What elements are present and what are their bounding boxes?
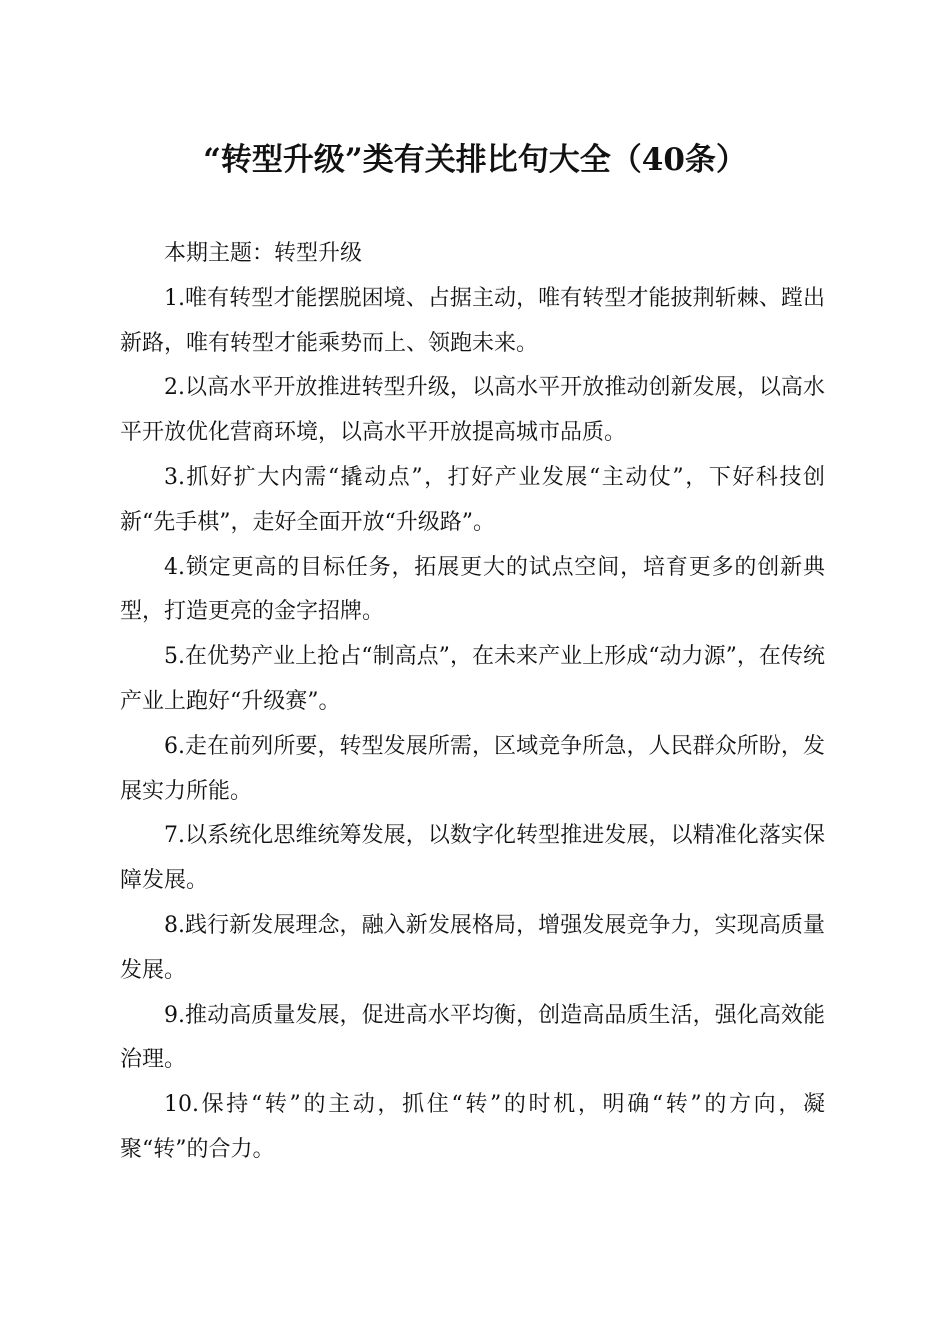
list-item: 9.推动高质量发展，促进高水平均衡，创造高品质生活，强化高效能治理。	[120, 1002, 825, 1073]
theme-line: 本期主题：转型升级	[164, 241, 363, 266]
list-item: 2.以高水平开放推进转型升级，以高水平开放推动创新发展，以高水平开放优化营商环境，以高水平开放提高城市品质。	[120, 375, 825, 446]
list-item: 10.保持“转”的主动，抓住“转”的时机，明确“转”的方向，凝聚“转”的合力。	[120, 1092, 825, 1162]
list-item: 7.以系统化思维统筹发展，以数字化转型推进发展，以精准化落实保障发展。	[120, 823, 825, 894]
document-title: “转型升级”类有关排比句大全（40条）	[203, 142, 747, 178]
list-item: 5.在优势产业上抢占“制高点”，在未来产业上形成“动力源”，在传统产业上跑好“升级赛”。	[120, 644, 825, 714]
list-item: 1.唯有转型才能摆脱困境、占据主动，唯有转型才能披荆斩棘、蹚出新路，唯有转型才能乘势而上、领跑未来。	[120, 285, 825, 356]
list-item: 3.抓好扩大内需“撬动点”，打好产业发展“主动仗”，下好科技创新“先手棋”，走好全面开放“升级路”。	[120, 464, 825, 535]
list-item: 4.锁定更高的目标任务，拓展更大的试点空间，培育更多的创新典型，打造更亮的金字招牌。	[120, 554, 825, 625]
document-body	[120, 232, 825, 1173]
list-item: 6.走在前列所要，转型发展所需，区域竞争所急，人民群众所盼，发展实力所能。	[120, 733, 825, 804]
list-item: 8.践行新发展理念，融入新发展格局，增强发展竞争力，实现高质量发展。	[120, 912, 825, 983]
